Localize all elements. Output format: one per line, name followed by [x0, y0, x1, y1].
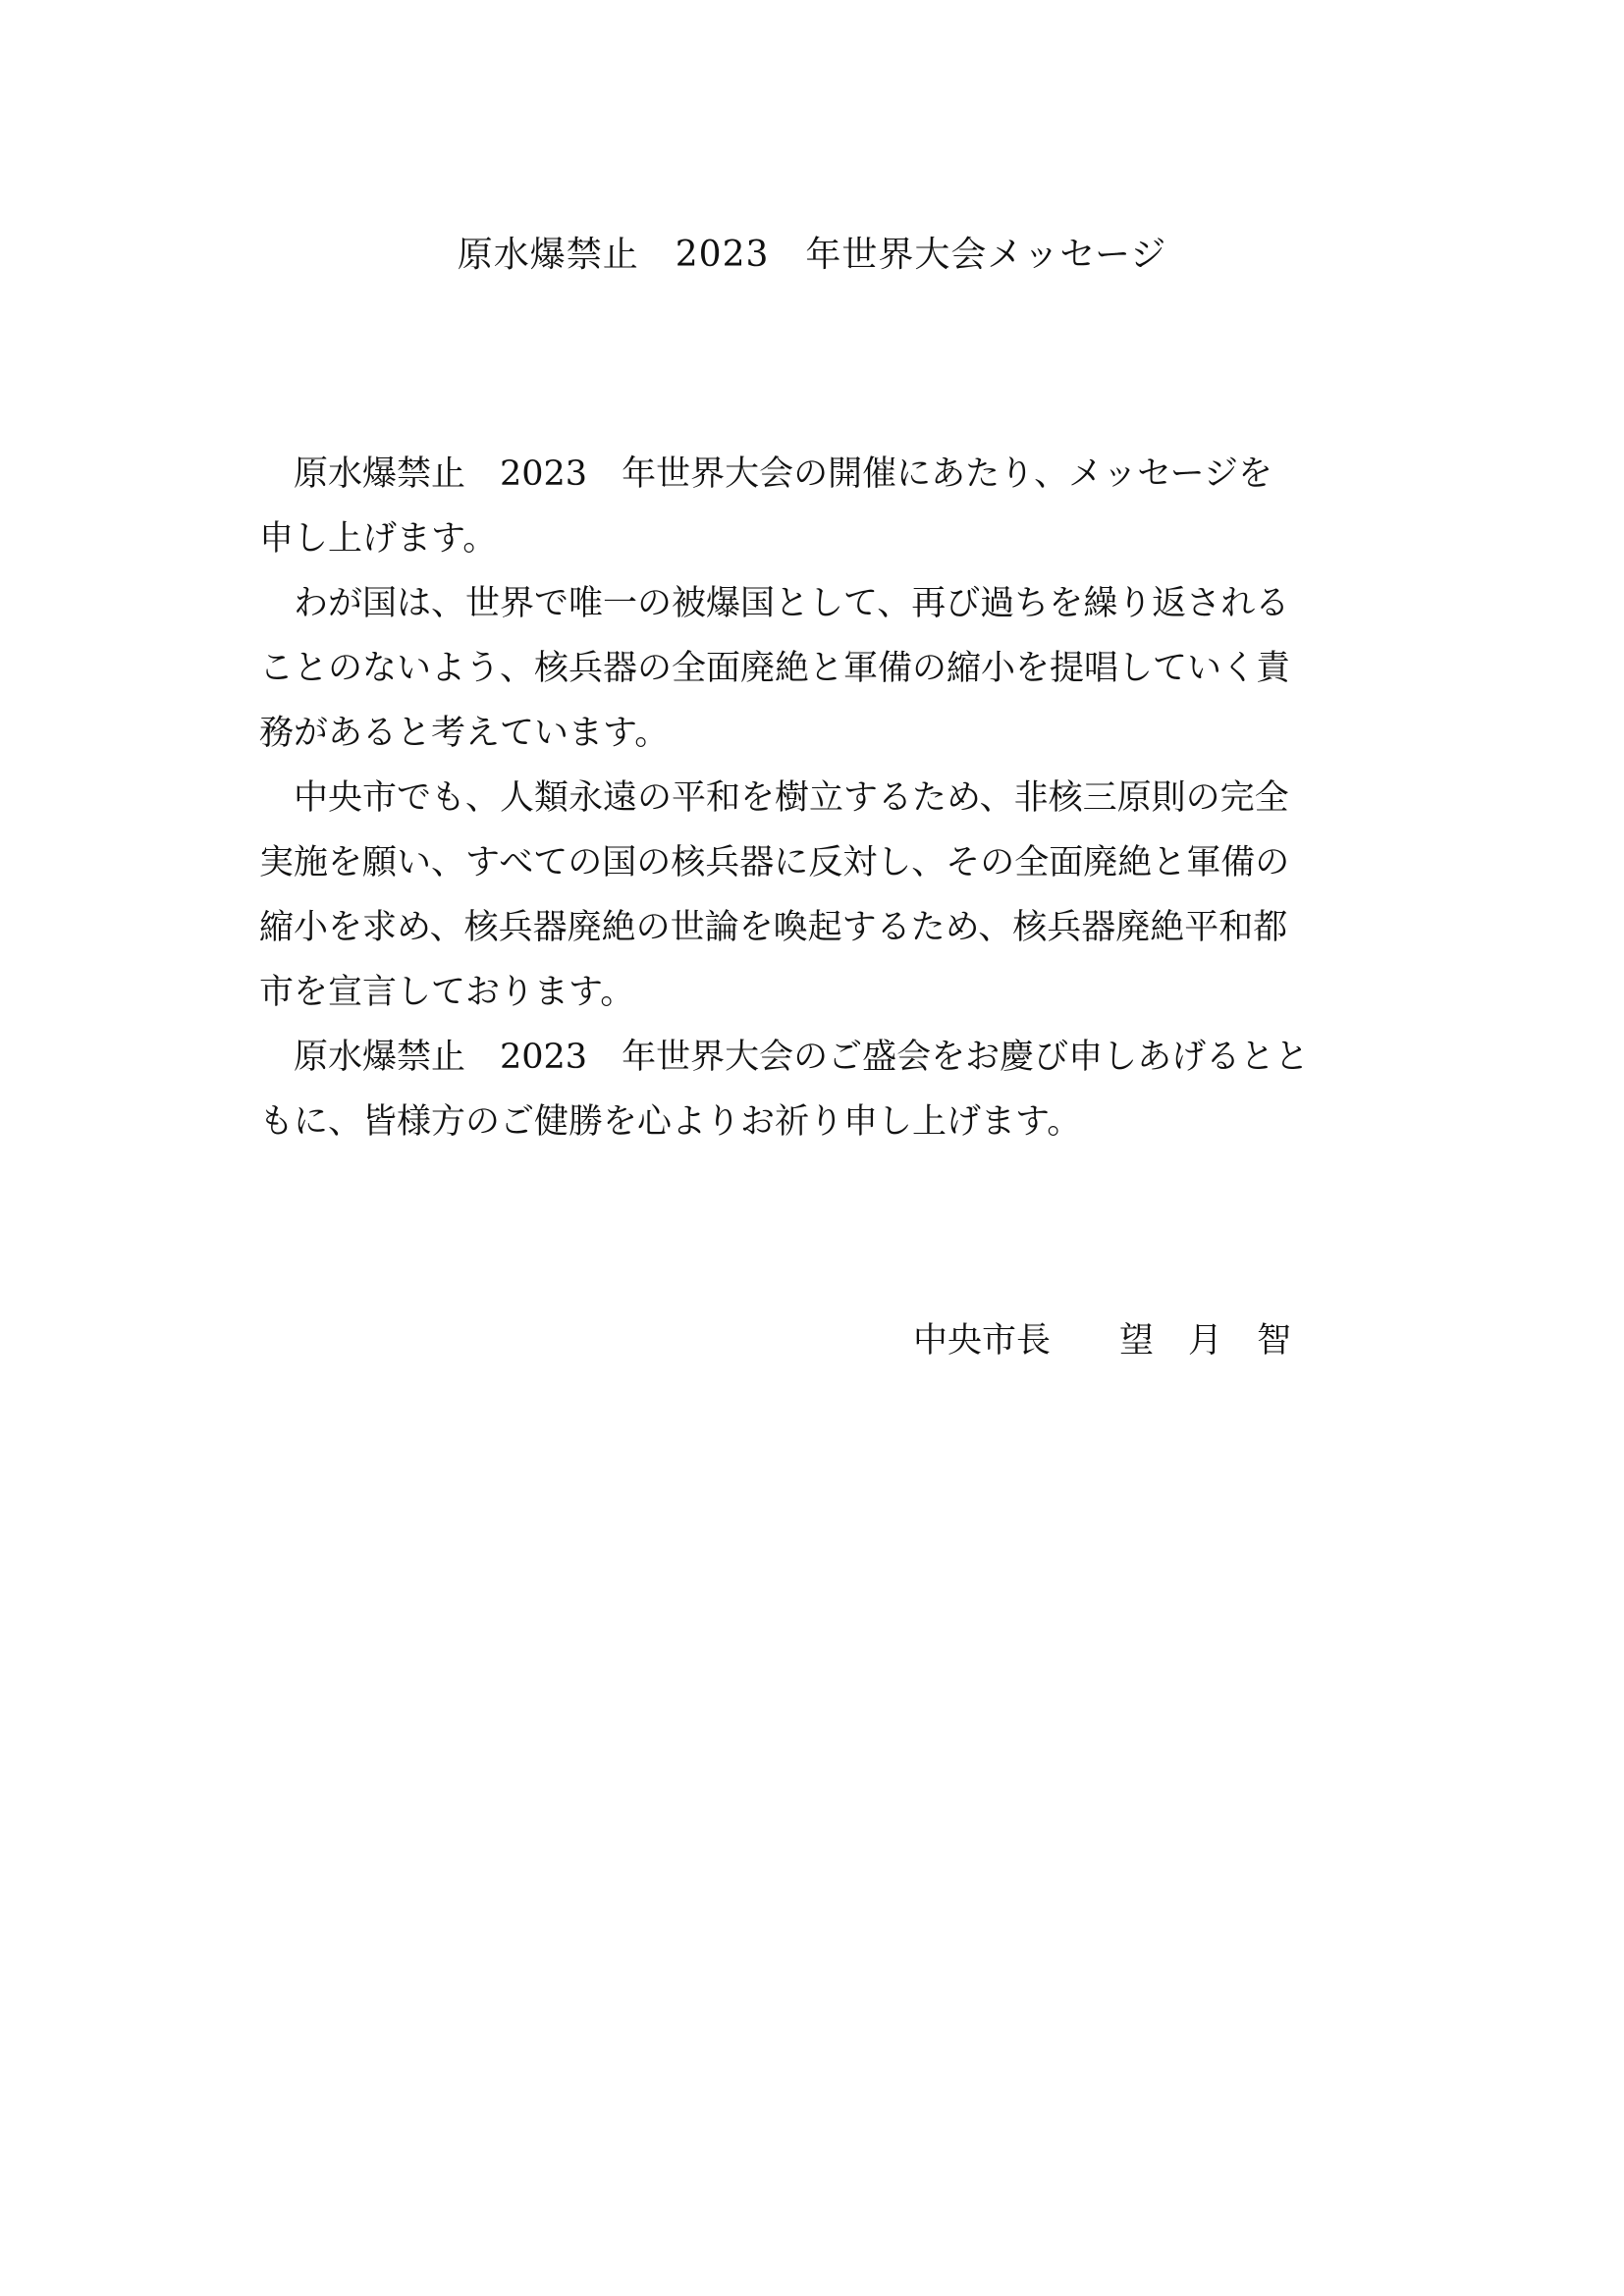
body-line: 市を宣言しております。 [259, 973, 635, 1012]
body-line: ことのないよう、核兵器の全面廃絶と軍備の縮小を提唱していく責 [259, 649, 1291, 688]
body-line: 中央市でも、人類永遠の平和を樹立するため、非核三原則の完全 [259, 778, 1289, 818]
message-body [259, 442, 1418, 1154]
body-line: 務があると考えています。 [259, 714, 670, 753]
body-line: 縮小を求め、核兵器廃絶の世論を喚起するため、核兵器廃絶平和都 [259, 908, 1288, 947]
body-line: 申し上げます。 [259, 519, 498, 559]
body-line: 実施を願い、すべての国の核兵器に反対し、その全面廃絶と軍備の [259, 843, 1290, 882]
body-line: わが国は、世界で唯一の被爆国として、再び過ちを繰り返される [259, 584, 1290, 623]
body-line: 原水爆禁止 2023 年世界大会のご盛会をお慶び申しあげるとと [259, 1038, 1310, 1077]
body-line: もに、皆様方のご健勝を心よりお祈り申し上げます。 [259, 1102, 1082, 1142]
document-title: 原水爆禁止 2023 年世界大会メッセージ [457, 235, 1167, 275]
signature: 中央市長 望 月 智 [913, 1321, 1292, 1361]
body-line: 原水爆禁止 2023 年世界大会の開催にあたり、メッセージを [259, 454, 1272, 494]
